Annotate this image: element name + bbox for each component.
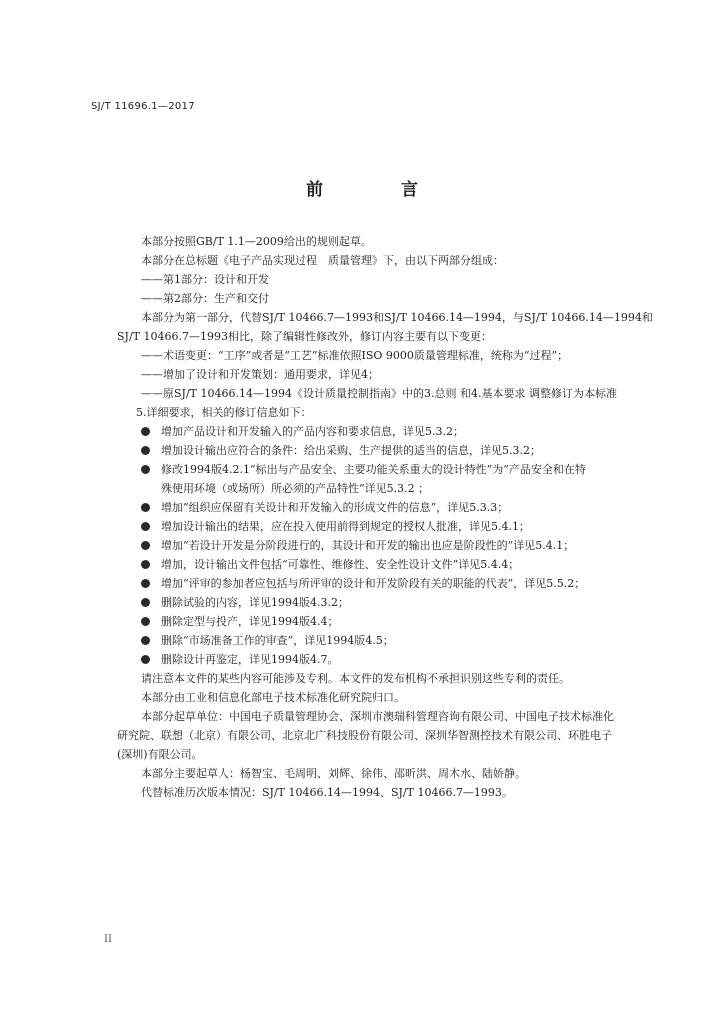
- list-item: [117, 460, 655, 498]
- paragraph-drafting-rules: 本部分按照GB/T 1.1—2009给出的规则起草。: [141, 235, 372, 248]
- list-item-text: 增加设计输出的结果，应在投入使用前得到规定的授权人批准，详见5.4.1；: [161, 520, 530, 533]
- bullet-icon: [141, 560, 150, 569]
- bullet-icon: [141, 598, 150, 607]
- list-item-text: 删除设计再鉴定，详见1994版4.7。: [161, 653, 339, 666]
- bullet-icon: [141, 427, 150, 436]
- list-item: [117, 422, 655, 441]
- paragraph-version-history: 代替标准历次版本情况：SJ/T 10466.14—1994、SJ/T 10466.7—1993。: [141, 786, 513, 799]
- list-item: [117, 517, 655, 536]
- page-title: 前 言: [306, 180, 454, 200]
- paragraph-drafting-units-line1: 本部分起草单位：中国电子质量管理协会、深圳市澳瑞科管理咨询有限公司、中国电子技术标准化: [141, 710, 614, 723]
- change-terminology: ——术语变更：“工序”或者是“工艺”标准依照ISO 9000质量管理标准，统称为“过程”；: [141, 349, 569, 362]
- part-1-item: ——第1部分：设计和开发: [141, 273, 269, 286]
- page-number: II: [104, 934, 112, 945]
- standard-code: SJ/T 11696.1—2017: [91, 101, 195, 112]
- revision-bullet-list: [117, 422, 655, 669]
- bullet-icon: [141, 465, 150, 474]
- list-item: [117, 441, 655, 460]
- list-item: [117, 631, 655, 650]
- part-2-item: ——第2部分：生产和交付: [141, 292, 269, 305]
- paragraph-replacement-line1: 本部分为第一部分，代替SJ/T 10466.7—1993和SJ/T 10466.14—1994，与SJ/T 10466.14—1994和: [141, 311, 653, 324]
- list-item-text: 增加设计输出应符合的条件：给出采购、生产提供的适当的信息，详见5.3.2；: [161, 444, 541, 457]
- list-item-text: 删除定型与投产，详见1994版4.4；: [161, 615, 339, 628]
- list-item-text: 增加“评审的参加者应包括与所评审的设计和开发阶段有关的职能的代表”，详见5.5.2；: [161, 577, 586, 590]
- paragraph-replacement-line2: SJ/T 10466.7—1993相比，除了编辑性修改外，修订内容主要有以下变更：: [117, 330, 492, 343]
- bullet-icon: [141, 522, 150, 531]
- list-item: [117, 574, 655, 593]
- change-restructure-line1: ——原SJ/T 10466.14—1994《设计质量控制指南》中的3.总则 和4.基本要求 调整修订为本标准: [141, 387, 617, 400]
- list-item: [117, 536, 655, 555]
- paragraph-patent-notice: 请注意本文件的某些内容可能涉及专利。本文件的发布机构不承担识别这些专利的责任。: [141, 672, 570, 685]
- bullet-icon: [141, 541, 150, 550]
- change-restructure-line2: 5.详细要求，相关的修订信息如下：: [136, 406, 312, 419]
- foreword-body: [117, 232, 655, 802]
- paragraph-drafters: 本部分主要起草人：杨智宝、毛周明、刘辉、徐伟、邵昕洪、周木水、陆娇静。: [141, 767, 526, 780]
- bullet-icon: [141, 655, 150, 664]
- list-item: [117, 593, 655, 612]
- list-item-text: 删除试验的内容，详见1994版4.3.2；: [161, 596, 349, 609]
- list-item: [117, 650, 655, 669]
- bullet-icon: [141, 636, 150, 645]
- bullet-icon: [141, 617, 150, 626]
- change-planning: ——增加了设计和开发策划：通用要求，详见4；: [141, 368, 379, 381]
- list-item-text: 增加产品设计和开发输入的产品内容和要求信息，详见5.3.2；: [161, 425, 464, 438]
- bullet-icon: [141, 503, 150, 512]
- paragraph-drafting-units-line3: (深圳)有限公司。: [117, 748, 203, 761]
- list-item-text: 删除“市场准备工作的审查”，详见1994版4.5；: [161, 634, 394, 647]
- list-item: [117, 555, 655, 574]
- list-item: [117, 498, 655, 517]
- list-item-text: 增加“组织应保留有关设计和开发输入的形成文件的信息”，详见5.3.3；: [161, 501, 509, 514]
- paragraph-drafting-units-line2: 研究院、联想（北京）有限公司、北京北广科技股份有限公司、深圳华智测控技术有限公司、环胜电子: [117, 729, 612, 742]
- list-item-text: 增加“若设计开发是分阶段进行的，其设计和开发的输出也应是阶段性的”详见5.4.1；: [161, 539, 575, 552]
- list-item-text-continued: 殊使用环境（或场所）所必须的产品特性”详见5.3.2 ；: [161, 482, 430, 495]
- list-item: [117, 612, 655, 631]
- paragraph-centralized-by: 本部分由工业和信息化部电子技术标准化研究院归口。: [141, 691, 405, 704]
- paragraph-composition: 本部分在总标题《电子产品实现过程 质量管理》下，由以下两部分组成：: [141, 254, 504, 267]
- bullet-icon: [141, 579, 150, 588]
- list-item-text: 增加，设计输出文件包括“可靠性、维修性、安全性设计文件”详见5.4.4；: [161, 558, 520, 571]
- bullet-icon: [141, 446, 150, 455]
- list-item-text: 修改1994版4.2.1“标出与产品安全、主要功能关系重大的设计特性”为“产品安全和在特: [161, 463, 586, 476]
